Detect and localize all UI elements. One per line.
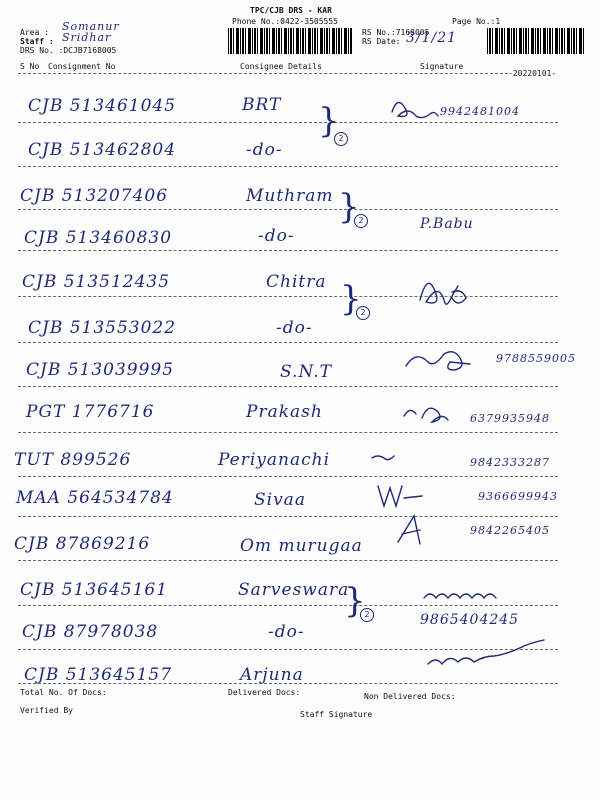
page-number: Page No.:1	[452, 17, 501, 26]
signature-mark	[404, 408, 448, 422]
row-13-consignment: CJB 87978038	[22, 622, 159, 642]
row-12-consignment: CJB 513645161	[20, 580, 169, 600]
group-count-badge: 2	[360, 608, 374, 622]
row-7-signature: 9788559005	[496, 352, 576, 365]
area-label: Area :	[20, 28, 49, 37]
row-9-signature: 9842333287	[470, 456, 550, 469]
col-signature: Signature	[420, 62, 464, 71]
row-6-consignment: CJB 513553022	[28, 318, 177, 338]
row-3-consignment: CJB 513207406	[20, 186, 169, 206]
verified-by: Verified By	[20, 706, 73, 715]
row-11-consignment: CJB 87869216	[14, 534, 151, 554]
phone-number: Phone No.:0422-3505555	[232, 17, 338, 26]
row-2-consignment: CJB 513462804	[28, 140, 177, 160]
total-docs: Total No. Of Docs:	[20, 688, 107, 697]
group-brace: }	[340, 279, 362, 319]
group-count-badge: 2	[354, 214, 368, 228]
row-10-consignee: Sivaa	[254, 490, 306, 510]
row-11-signature: 9842265405	[470, 524, 550, 537]
non-delivered-docs: Non Delivered Docs:	[364, 692, 456, 701]
row-13-signature: 9865404245	[420, 612, 520, 628]
drs-number: DRS No. :DCJB7168005	[20, 46, 117, 55]
group-brace: }	[318, 101, 340, 141]
row-10-signature: 9366699943	[478, 490, 558, 503]
row-1-consignee: BRT	[242, 95, 282, 115]
signature-mark	[406, 352, 470, 370]
staff-handwritten: Sridhar	[62, 31, 112, 44]
area-handwritten: Somanur	[62, 20, 120, 33]
sheet-title: TPC/CJB DRS - KAR	[250, 6, 332, 15]
staff-label: Staff :	[20, 37, 54, 46]
row-2-consignee: -do-	[246, 140, 283, 160]
signature-mark	[372, 456, 394, 460]
signature-mark	[392, 102, 438, 117]
group-brace: }	[338, 187, 360, 227]
row-7-consignee: S.N.T	[280, 362, 332, 382]
row-11-consignee: Om murugaa	[240, 536, 363, 556]
row-8-consignee: Prakash	[246, 402, 323, 422]
row-4-signature: P.Babu	[420, 216, 474, 232]
group-count-badge: 2	[356, 306, 370, 320]
row-13-consignee: -do-	[268, 622, 305, 642]
group-brace: }	[344, 581, 366, 621]
row-9-consignment: TUT 899526	[14, 450, 132, 470]
row-4-consignment: CJB 513460830	[24, 228, 173, 248]
col-consignment: Consignment No	[48, 62, 116, 71]
signature-mark	[428, 640, 544, 664]
row-14-consignee: Arjuna	[240, 665, 304, 685]
rs-date-handwritten: 3/1/21	[406, 30, 458, 46]
row-10-consignment: MAA 564534784	[16, 488, 174, 508]
row-8-consignment: PGT 1776716	[26, 402, 155, 422]
col-sno: S No	[20, 62, 40, 71]
signature-mark	[420, 283, 466, 304]
row-6-consignee: -do-	[276, 318, 313, 338]
row-1-signature: 9942481004	[440, 105, 520, 118]
delivered-docs: Delivered Docs:	[228, 688, 301, 697]
rs-number: RS No.:7168005	[362, 28, 430, 37]
row-1-consignment: CJB 513461045	[28, 96, 177, 116]
signature-mark	[378, 486, 422, 506]
row-5-consignee: Chitra	[266, 272, 327, 292]
rs-date-label: RS Date:	[362, 37, 401, 46]
row-3-consignee: Muthram	[246, 186, 334, 206]
row-5-consignment: CJB 513512435	[22, 272, 171, 292]
signature-mark	[424, 594, 496, 598]
row-12-consignee: Sarveswara	[238, 580, 350, 600]
date-code: -20220101-	[508, 69, 557, 78]
row-8-signature: 6379935948	[470, 412, 550, 425]
signature-mark	[398, 516, 420, 544]
staff-signature: Staff Signature	[300, 710, 373, 719]
row-7-consignment: CJB 513039995	[26, 360, 175, 380]
row-14-consignment: CJB 513645157	[24, 665, 173, 685]
row-9-consignee: Periyanachi	[218, 450, 331, 470]
row-4-consignee: -do-	[258, 226, 295, 246]
group-count-badge: 2	[334, 132, 348, 146]
col-consignee: Consignee Details	[240, 62, 322, 71]
